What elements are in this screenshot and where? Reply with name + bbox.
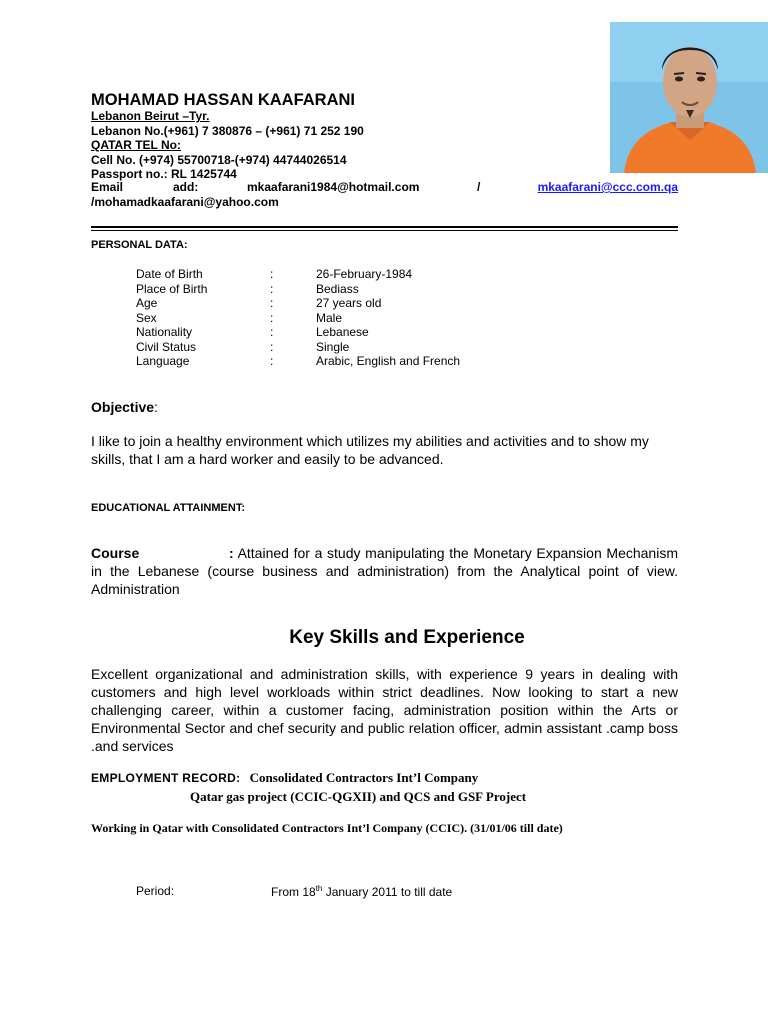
education-heading: EDUCATIONAL ATTAINMENT: xyxy=(91,502,245,514)
nationality-colon: : xyxy=(270,325,274,339)
dob-label: Date of Birth xyxy=(136,267,203,281)
pob-colon: : xyxy=(270,281,274,296)
dob-colon: : xyxy=(270,267,274,281)
candidate-name: MOHAMAD HASSAN KAAFARANI xyxy=(91,91,355,109)
sex-value: Male xyxy=(316,310,343,325)
passport-number: Passport no.: RL 1425744 xyxy=(91,166,237,181)
email-row xyxy=(91,180,678,194)
key-skills-text: Excellent organizational and administration skills, with experience 9 years in dealing with customers and high level workloads within strict deadlines. Now looking to start a new challenging career, within a customer facing, administration position within the Arts or Environmental Sector and chef security and public relation officer, admin assistant .camp boss .and services xyxy=(91,666,678,754)
profile-photo xyxy=(610,22,768,173)
civil-status-colon: : xyxy=(270,339,274,354)
age-label: Age xyxy=(136,296,158,310)
sex-colon: : xyxy=(270,310,274,325)
email-label: Email xyxy=(91,180,124,194)
age-value: 27 years old xyxy=(316,296,382,310)
employment-working: Working in Qatar with Consolidated Contractors Int’l Company (CCIC). (31/01/06 till date) xyxy=(91,821,563,835)
employment-label: EMPLOYMENT RECORD: xyxy=(91,771,241,785)
pob-label: Place of Birth xyxy=(136,281,208,296)
period-from: From 18 xyxy=(271,885,316,899)
employment-line xyxy=(91,770,478,786)
course-text: Attained for a study manipulating the Monetary Expansion Mechanism in the Lebanese (course business and administration) from the Analytical point of view. Administration xyxy=(91,545,678,597)
civil-status-label: Civil Status xyxy=(136,339,197,354)
language-value: Arabic, English and French xyxy=(316,354,461,368)
course-label: Course xyxy=(91,545,140,561)
language-label: Language xyxy=(136,354,190,368)
address: Lebanon Beirut –Tyr. xyxy=(91,109,210,123)
course-paragraph xyxy=(91,544,678,598)
header-divider-thin xyxy=(91,230,678,231)
language-colon: : xyxy=(270,354,274,368)
age-colon: : xyxy=(270,296,274,310)
sex-label: Sex xyxy=(136,310,157,325)
key-skills-heading: Key Skills and Experience xyxy=(289,627,525,648)
objective-heading-line xyxy=(91,398,158,416)
objective-colon: : xyxy=(154,399,158,415)
civil-status-value: Single xyxy=(316,339,350,354)
nationality-value: Lebanese xyxy=(316,325,369,339)
email-separator: / xyxy=(477,180,481,194)
objective-heading: Objective xyxy=(91,399,155,415)
lebanon-phone: Lebanon No.(+961) 7 380876 – (+961) 71 252 190 xyxy=(91,123,364,138)
employment-project: Qatar gas project (CCIC-QGXII) and QCS and GSF Project xyxy=(190,789,527,804)
objective-text: I like to join a healthy environment which utilizes my abilities and activities and to show my skills, that I am a hard worker and easily to be advanced. xyxy=(91,433,649,467)
qatar-tel-label: QATAR TEL No: xyxy=(91,138,181,152)
period-rest: January 2011 to till date xyxy=(322,885,453,899)
period-label: Period: xyxy=(136,884,175,898)
course-colon: : xyxy=(229,545,234,561)
email-ccc-link[interactable]: mkaafarani@ccc.com.qa xyxy=(537,180,678,194)
email-add-label: add: xyxy=(173,180,199,194)
period-value xyxy=(271,884,452,899)
email-hotmail[interactable]: mkaafarani1984@hotmail.com xyxy=(247,180,420,194)
header-divider xyxy=(91,226,678,228)
pob-value: Bediass xyxy=(316,281,359,296)
dob-value: 26-February-1984 xyxy=(316,267,413,281)
cell-number: Cell No. (+974) 55700718-(+974) 44744026514 xyxy=(91,152,347,167)
employment-company: Consolidated Contractors Int’l Company xyxy=(249,770,479,785)
personal-data-heading: PERSONAL DATA: xyxy=(91,239,188,251)
period-sup: th xyxy=(315,884,323,893)
email-yahoo[interactable]: /mohamadkaafarani@yahoo.com xyxy=(91,195,279,209)
nationality-label: Nationality xyxy=(136,325,193,339)
